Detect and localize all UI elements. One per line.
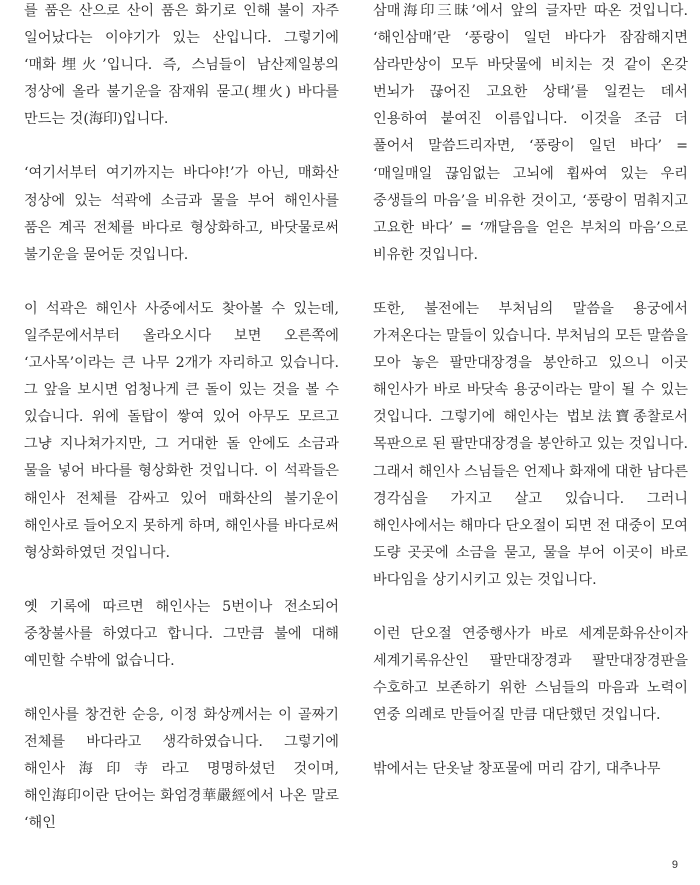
paragraph: 이 석곽은 해인사 사중에서도 찾아볼 수 있는데, 일주문에서부터 올라오시다 보면 오른쪽에 ‘고사목’이라는 큰 나무 2개가 자리하고 있습니다. 그 앞을 보시면 엄청나게 큰 돌이 있는 것을 볼 수 있습니다. 위에 돌탑이 쌓여 있어 아무도 모르고 그냥 지나쳐가지만, 그 거대한 돌 안에도 소금과 물을 넣어 바다를 형상화한 것입니다. 이 석곽들은 해인사 전체를 감싸고 있어 매화산의 불기운이 해인사로 들어오지 못하게 하며, 해인사를 바다로써 형상화하였던 것입니다. xyxy=(24,300,339,561)
paragraph: 옛 기록에 따르면 해인사는 5번이나 전소되어 중창불사를 하였다고 합니다. 그만큼 불에 대해 예민할 수밖에 없습니다. xyxy=(24,598,339,669)
right-column xyxy=(373,0,688,783)
paragraph: 밖에서는 단옷날 창포물에 머리 감기, 대추나무 xyxy=(373,761,661,778)
paragraph: 또한, 불전에는 부처님의 말씀을 용궁에서 가져온다는 말들이 있습니다. 부처님의 모든 말씀을 모아 놓은 팔만대장경을 봉안하고 있으니 이곳 해인사가 바로 바닷속 용궁이라는 말이 될 수 있는 것입니다. 그렇기에 해인사는 법보法寶종찰로서 목판으로 된 팔만대장경을 봉안하고 있는 것입니다. 그래서 해인사 스님들은 언제나 화재에 대한 남다른 경각심을 가지고 살고 있습니다. 그러니 해인사에서는 해마다 단오절이 되면 전 대중이 모여 도량 곳곳에 소금을 묻고, 물을 부어 이곳이 바로 바다임을 상기시키고 있는 것입니다. xyxy=(373,300,688,588)
left-column xyxy=(24,0,339,838)
paragraph: 해인사를 창건한 순응, 이정 화상께서는 이 골짜기 전체를 바다라고 생각하였습니다. 그렇기에 해인사海印寺라고 명명하셨던 것이며, 해인海印이란 단어는 화엄경華嚴經에서 나온 말로 ‘해인 xyxy=(24,707,339,832)
paragraph: 삼매海印三昧’에서 앞의 글자만 따온 것입니다. ‘해인삼매’란 ‘풍랑이 일던 바다가 잠잠해지면 삼라만상이 모두 바닷물에 비치는 것 같이 온갖 번뇌가 끊어진 고요한 상태’를 일컫는 데서 인용하여 붙여진 이름입니다. 이것을 조금 더 풀어서 말씀드리자면, ‘풍랑이 일던 바다’ = ‘매일매일 끊임없는 고뇌에 휩싸여 있는 우리 중생들의 마음’을 비유한 것이고, ‘풍랑이 멈춰지고 고요한 바다’ = ‘깨달음을 얻은 부처의 마음’으로 비유한 것입니다. xyxy=(373,3,688,263)
paragraph: 이런 단오절 연중행사가 바로 세계문화유산이자 세계기록유산인 팔만대장경과 팔만대장경판을 수호하고 보존하기 위한 스님들의 마음과 노력이 연중 의례로 만들어질 만큼 대단했던 것입니다. xyxy=(373,625,688,724)
page-number: 9 xyxy=(671,859,678,871)
paragraph: ‘여기서부터 여기까지는 바다야!’가 아닌, 매화산 정상에 있는 석곽에 소금과 물을 부어 해인사를 품은 계곡 전체를 바다로 형상화하고, 바닷물로써 불기운을 묻어둔 것입니다. xyxy=(24,165,339,263)
paragraph: 를 품은 산으로 산이 품은 화기로 인해 불이 자주 일어났다는 이야기가 있는 산입니다. 그렇기에 ‘매화埋火’입니다. 즉, 스님들이 남산제일봉의 정상에 올라 불기운을 잠재워 묻고(埋火) 바다를 만드는 것(海印)입니다. xyxy=(24,3,339,128)
